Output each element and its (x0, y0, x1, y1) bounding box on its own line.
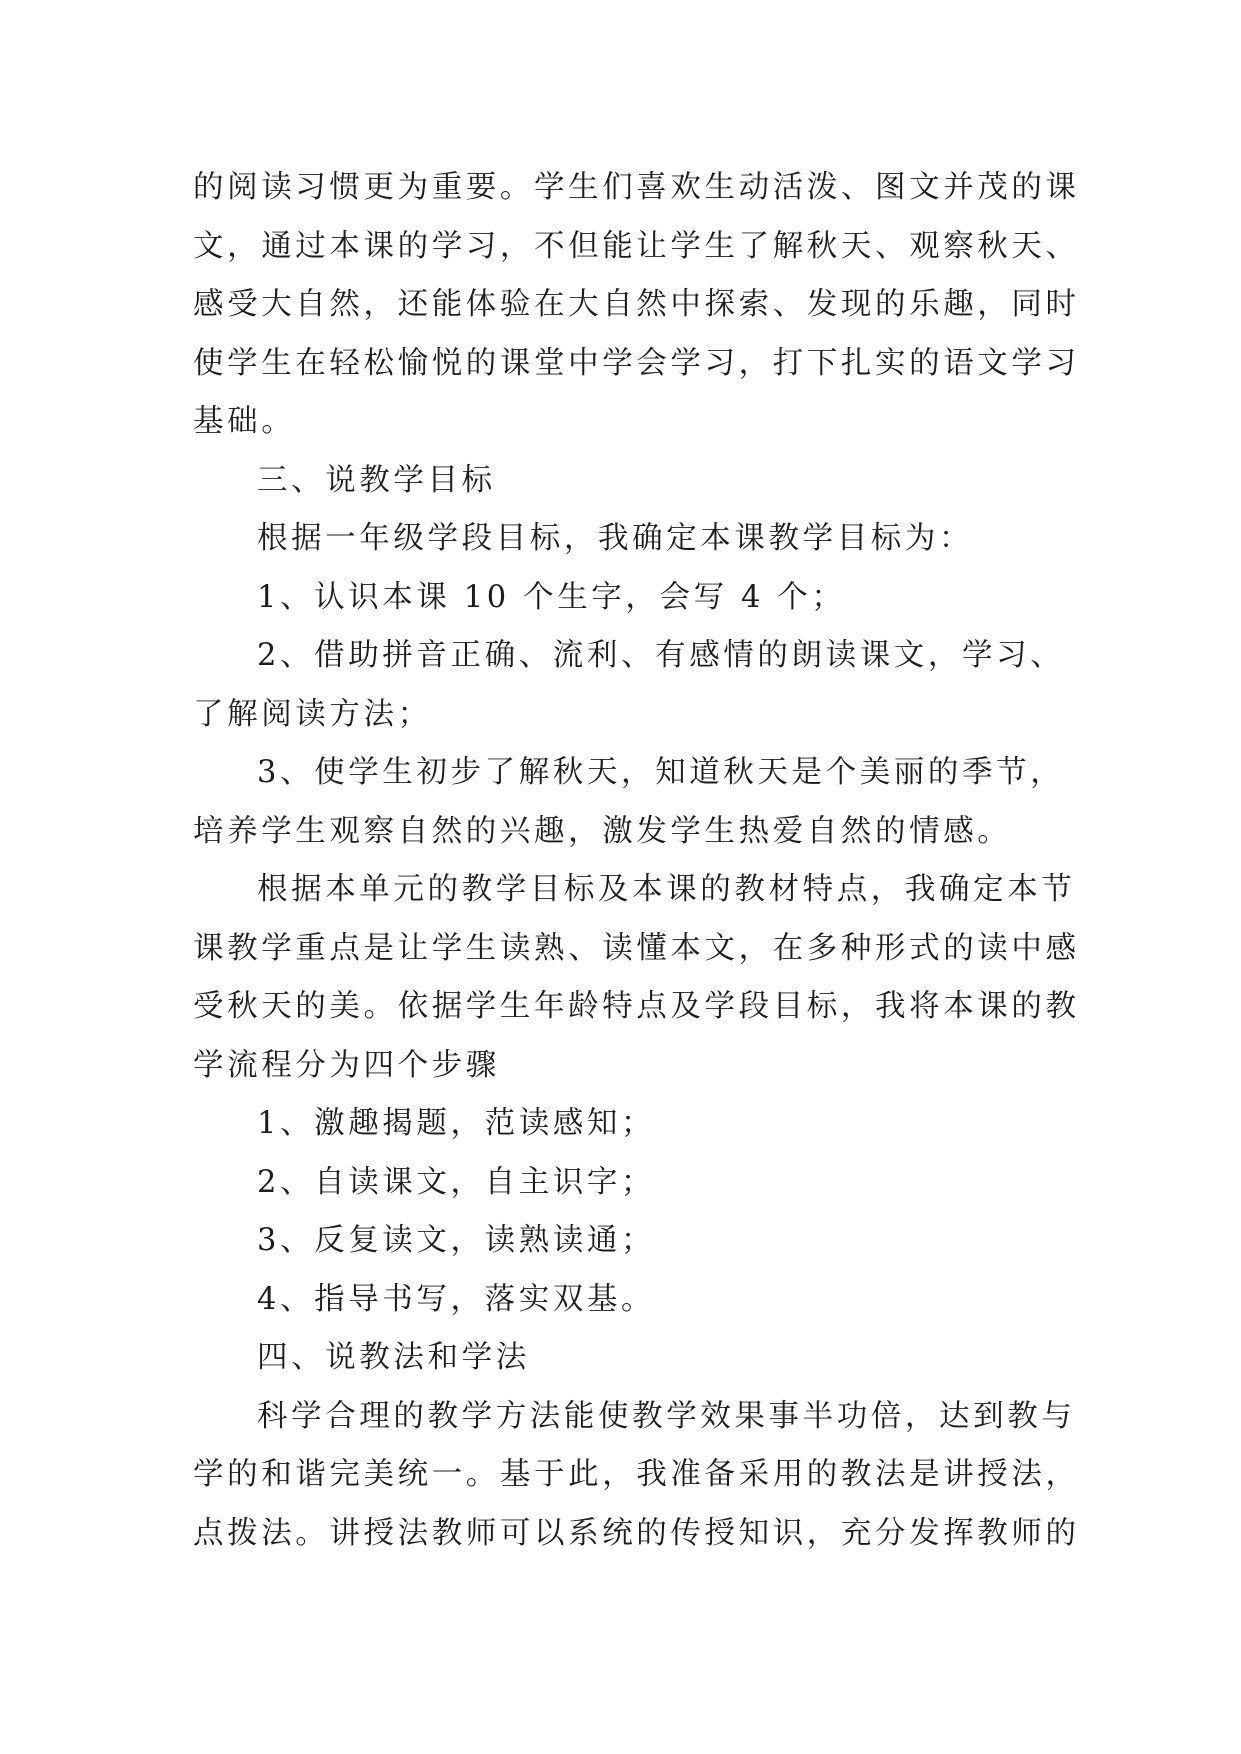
document-body (193, 159, 1080, 1563)
text-line: 受秋天的美。依据学生年龄特点及学段目标，我将本课的教 (193, 989, 1080, 1024)
text-line: 3、反复读文，读熟读通； (257, 1223, 656, 1258)
text-line: 根据本单元的教学目标及本课的教材特点，我确定本节 (257, 872, 1076, 907)
text-line: 课教学重点是让学生读熟、读懂本文，在多种形式的读中感 (193, 930, 1080, 966)
text-line: 使学生在轻松愉悦的课堂中学会学习，打下扎实的语文学习 (193, 345, 1080, 381)
text-line: 培养学生观察自然的兴趣，激发学生热爱自然的情感。 (193, 813, 1012, 849)
text-line: 4、指导书写，落实双基。 (257, 1281, 656, 1317)
text-line: 四、说教法和学法 (257, 1340, 530, 1375)
text-line: 3、使学生初步了解秋天，知道秋天是个美丽的季节， (257, 755, 1065, 790)
text-line: 2、借助拼音正确、流利、有感情的朗读课文，学习、 (257, 638, 1065, 673)
text-line: 基础。 (193, 404, 296, 439)
text-line: 1、认识本课 10 个生字，会写 4 个； (257, 579, 846, 615)
text-line: 学流程分为四个步骤 (193, 1047, 500, 1083)
text-line: 科学合理的教学方法能使教学效果事半功倍，达到教与 (257, 1398, 1076, 1434)
text-line: 学的和谐完美统一。基于此，我准备采用的教法是讲授法， (193, 1457, 1080, 1492)
text-line: 了解阅读方法； (193, 696, 432, 732)
text-line: 三、说教学目标 (257, 462, 496, 498)
text-line: 1、激趣揭题，范读感知； (257, 1106, 656, 1141)
text-line: 的阅读习惯更为重要。学生们喜欢生动活泼、图文并茂的课 (193, 170, 1080, 205)
text-line: 感受大自然，还能体验在大自然中探索、发现的乐趣，同时 (193, 287, 1080, 322)
text-line: 点拨法。讲授法教师可以系统的传授知识，充分发挥教师的 (193, 1515, 1080, 1551)
text-line: 文，通过本课的学习，不但能让学生了解秋天、观察秋天、 (193, 228, 1080, 264)
text-line: 2、自读课文，自主识字； (257, 1164, 656, 1200)
text-line: 根据一年级学段目标，我确定本课教学目标为： (257, 521, 974, 556)
